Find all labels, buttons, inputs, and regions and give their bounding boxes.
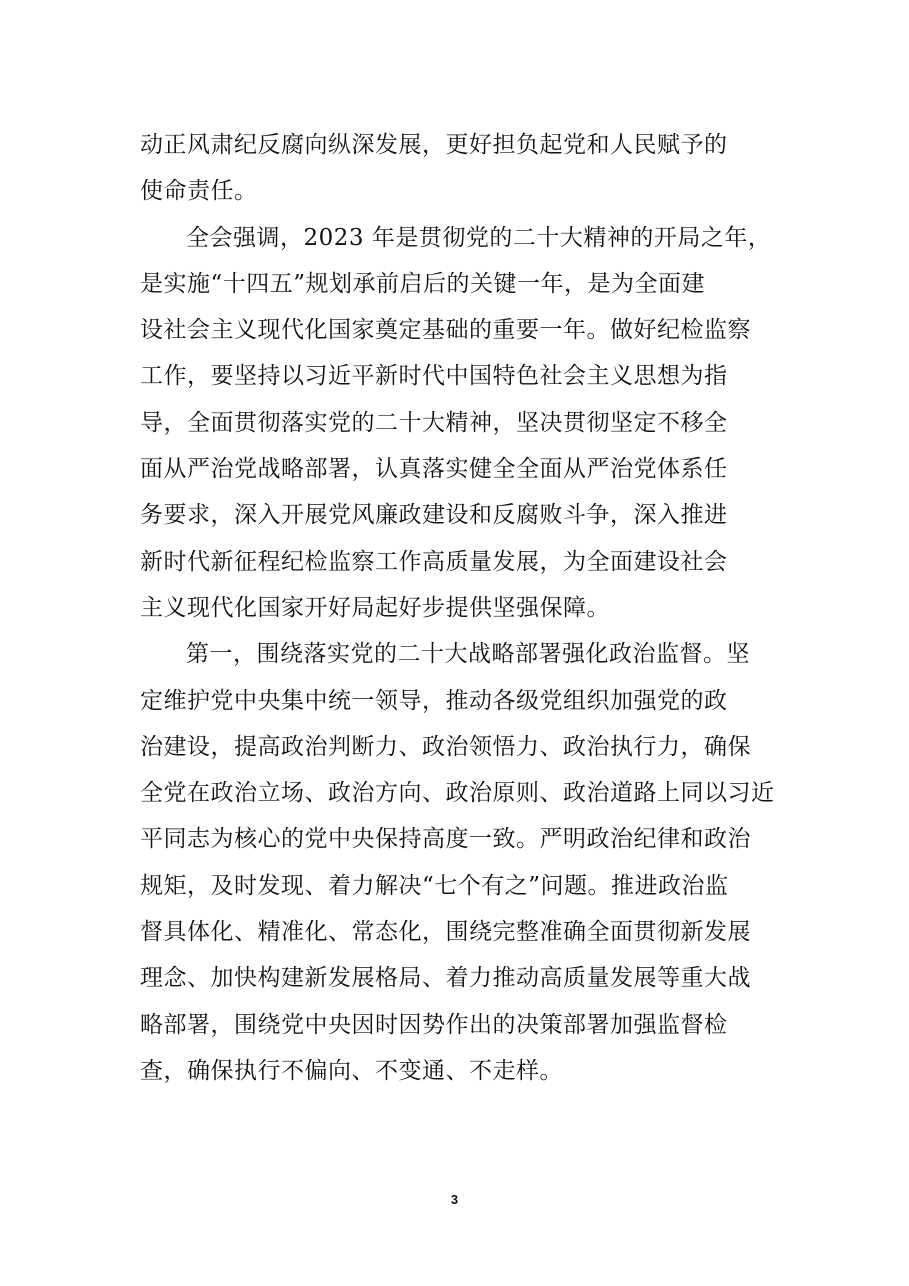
text-line: 第一，围绕落实党的二十大战略部署强化政治监督。坚 bbox=[186, 641, 750, 668]
text-line: 治建设，提高政治判断力、政治领悟力、政治执行力，确保 bbox=[140, 733, 751, 760]
text-line: 略部署，围绕党中央因时因势作出的决策部署加强监督检 bbox=[140, 1011, 728, 1038]
text-line: 动正风肃纪反腐向纵深发展，更好担负起党和人民赋予的 bbox=[140, 132, 728, 158]
body-text bbox=[140, 122, 780, 1094]
text-line: 全党在政治立场、政治方向、政治原则、政治道路上同以习近 bbox=[140, 780, 775, 807]
text-line: 使命责任。 bbox=[140, 178, 258, 205]
text-line: 新时代新征程纪检监察工作高质量发展，为全面建设社会 bbox=[140, 548, 728, 575]
page-number: 3 bbox=[450, 1192, 459, 1207]
text-line: 导，全面贯彻落实党的二十大精神，坚决贯彻坚定不移全 bbox=[140, 409, 728, 436]
text-line: 务要求，深入开展党风廉政建设和反腐败斗争，深入推进 bbox=[140, 502, 728, 529]
text-line: 查，确保执行不偏向、不变通、不走样。 bbox=[140, 1057, 563, 1084]
text-line: 理念、加快构建新发展格局、着力推动高质量发展等重大战 bbox=[140, 965, 751, 992]
text-line: 工作，要坚持以习近平新时代中国特色社会主义思想为指 bbox=[140, 363, 728, 390]
text-line: 定维护党中央集中统一领导，推动各级党组织加强党的政 bbox=[140, 687, 728, 714]
text-line: 规矩，及时发现、着力解决“七个有之”问题。推进政治监 bbox=[140, 872, 729, 899]
text-line: 是实施“十四五”规划承前启后的关键一年，是为全面建 bbox=[140, 270, 706, 297]
text-line: 主义现代化国家开好局起好步提供坚强保障。 bbox=[140, 594, 610, 621]
text-line: 全会强调，2023 年是贯彻党的二十大精神的开局之年， bbox=[186, 224, 772, 251]
text-line: 设社会主义现代化国家奠定基础的重要一年。做好纪检监察 bbox=[140, 317, 751, 344]
text-line: 平同志为核心的党中央保持高度一致。严明政治纪律和政治 bbox=[140, 826, 751, 853]
text-line: 督具体化、精准化、常态化，围绕完整准确全面贯彻新发展 bbox=[140, 919, 751, 946]
text-line: 面从严治党战略部署，认真落实健全全面从严治党体系任 bbox=[140, 456, 728, 483]
